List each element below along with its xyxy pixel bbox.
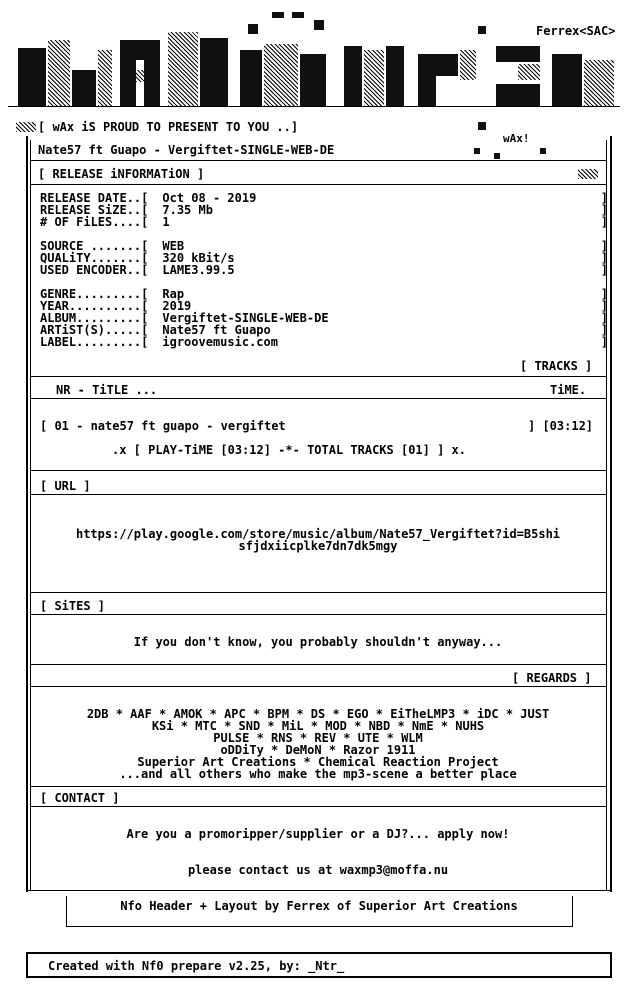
nfo-header-credit: Nfo Header + Layout by Ferrex of Superior Art Creations [120,899,518,913]
contact-label: [ CONTACT ] [40,791,120,805]
row-end-bracket: ] [600,335,608,349]
credit-box-bottom [66,926,573,927]
divider [30,398,606,399]
divider [30,614,606,615]
release-info-key: SOURCE .......[ [40,239,149,253]
ascii-logo [8,10,628,120]
track-entry: [ 01 - nate57 ft guapo - vergiftet [40,419,286,433]
row-end-bracket: ] [600,203,608,217]
divider [30,592,606,593]
release-info-value: Vergiftet-SINGLE-WEB-DE [162,311,329,325]
contact-email[interactable]: please contact us at waxmp3@moffa.nu [187,863,449,877]
regards-line: KSi * MTC * SND * MiL * MOD * NBD * NmE * NUHS [151,719,485,733]
release-info-key: USED ENCODER..[ [40,263,149,277]
row-end-bracket: ] [600,251,608,265]
divider [30,494,606,495]
release-info-key: ALBUM.........[ [40,311,149,325]
release-info-value: WEB [162,239,185,253]
row-end-bracket: ] [600,263,608,277]
release-info-key: # OF FiLES....[ [40,215,149,229]
release-info-table [40,192,608,348]
proud-line: [ wAx iS PROUD TO PRESENT TO YOU ..] [38,120,299,134]
tracks-col-title: NR - TiTLE ... [56,383,158,397]
release-info-value: 7.35 Mb [162,203,213,217]
row-end-bracket: ] [600,287,608,301]
tracks-summary: .x [ PLAY-TiME [03:12] -*- TOTAL TRACKS [01] ] x. [112,443,467,457]
release-info-row [40,216,608,228]
release-info-key: RELEASE DATE..[ [40,191,149,205]
frame-right [610,136,612,892]
credit-box-right [572,896,573,926]
author-tag: Ferrex<SAC> [536,24,616,38]
row-end-bracket: ] [600,191,608,205]
divider [30,786,606,787]
url-label: [ URL ] [40,479,91,493]
created-with: Created with Nf0 prepare v2.25, by: _Ntr_ [48,959,345,973]
tracks-label: [ TRACKS ] [520,359,593,373]
url-link[interactable]: https://play.google.com/store/music/album/Nate57_Vergiftet?id=B5shi [75,527,561,541]
frame-left [26,136,28,892]
release-info-key: RELEASE SiZE..[ [40,203,149,217]
release-info-label: [ RELEASE iNFORMATiON ] [38,167,205,181]
frame-bottom [26,890,612,891]
sites-text: If you don't know, you probably shouldn't anyway... [133,635,503,649]
divider [30,686,606,687]
release-info-value: 2019 [162,299,192,313]
logo-dot [474,148,480,154]
release-info-key: QUALiTY.......[ [40,251,149,265]
divider [30,664,606,665]
release-info-key: GENRE.........[ [40,287,149,301]
release-info-value: LAME3.99.5 [162,263,235,277]
regards-line: Superior Art Creations * Chemical Reaction Project [137,755,499,769]
release-title: Nate57 ft Guapo - Vergiftet-SINGLE-WEB-DE [38,143,335,157]
logo-dot [494,153,500,159]
group-tag: wAx! [503,132,530,145]
release-info-key: YEAR..........[ [40,299,149,313]
contact-line: Are you a promoripper/supplier or a DJ?... apply now! [126,827,510,841]
divider [30,376,606,377]
divider [30,160,606,161]
hatch-decoration [16,122,36,132]
regards-line: 2DB * AAF * AMOK * APC * BPM * DS * EGO * EiTheLMP3 * iDC * JUST [86,707,550,721]
hatch-decoration [578,169,598,179]
release-info-value: igroovemusic.com [162,335,278,349]
regards-line: ...and all others who make the mp3-scene a better place [119,767,517,781]
regards-line: PULSE * RNS * REV * UTE * WLM [213,731,423,745]
divider [30,470,606,471]
row-end-bracket: ] [600,311,608,325]
row-end-bracket: ] [600,215,608,229]
logo-dot [540,148,546,154]
sites-label: [ SiTES ] [40,599,106,613]
regards-label: [ REGARDS ] [512,671,592,685]
release-info-value: 1 [162,215,170,229]
track-time: ] [03:12] [528,419,594,433]
release-info-value: 320 kBit/s [162,251,235,265]
release-info-row [40,336,608,348]
release-info-key: LABEL.........[ [40,335,149,349]
tracks-col-time: TiME. [550,383,587,397]
regards-line: oDDiTy * DeMoN * Razor 1911 [220,743,416,757]
divider [30,806,606,807]
divider [30,184,606,185]
url-link-continued[interactable]: sfjdxiicplke7dn7dk5mgy [238,539,398,553]
row-end-bracket: ] [600,239,608,253]
release-info-key: ARTiST(S).....[ [40,323,149,337]
release-info-value: Nate57 ft Guapo [162,323,271,337]
release-info-value: Oct 08 - 2019 [162,191,257,205]
row-end-bracket: ] [600,299,608,313]
release-info-value: Rap [162,287,185,301]
row-end-bracket: ] [600,323,608,337]
release-info-row [40,264,608,276]
